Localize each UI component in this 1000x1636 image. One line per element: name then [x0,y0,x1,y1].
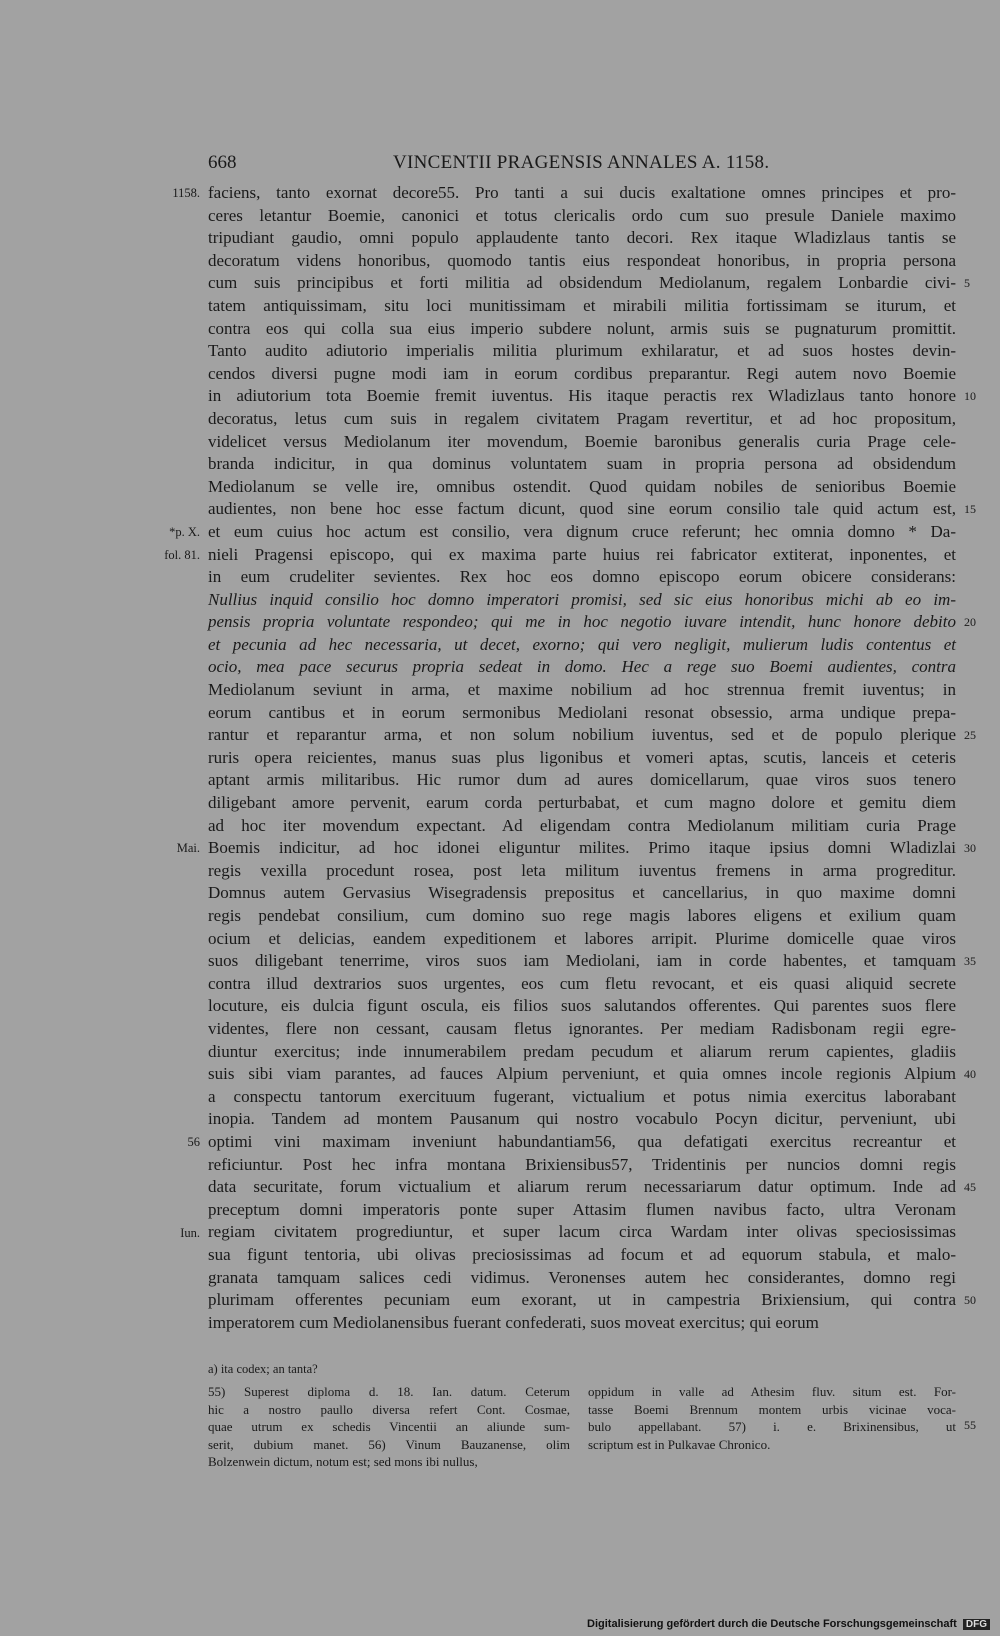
text-line: Domnus autem Gervasius Wisegradensis prepositus et cancellarius, in quo maxime domni [208,883,956,903]
line-number: 10 [964,389,976,404]
text-line: optimi vini maximam inveniunt habundantiam56, qua defatigati exercitus recreantur et [208,1131,956,1151]
text-line: et pecunia ad hec necessaria, ut decet, exorno; qui vero negligit, mulierum ludis contentus et [208,634,956,654]
footnote-line: hic a nostro paullo diversa refert Cont. Cosmae, [208,1401,570,1417]
text-line: a conspectu tantorum exercituum fugerant, victualium et potus nimia exercitus laborabant [208,1086,956,1106]
footnotes-column-1 [208,1383,570,1471]
text-line: suos diligebant tenerrime, viros suos iam Mediolani, iam in corde habentes, et tamquam [208,951,956,971]
page-header [208,152,968,178]
margin-note-left: Mai. [176,841,200,856]
text-line: ruris opera reicientes, manus suas plus ligonibus et vomeri aptas, scutis, lanceis et ceteris [208,747,956,767]
text-line: Tanto audito adiutorio imperialis militia plurimum exhilaratur, et ad suos hostes devin- [208,341,956,361]
line-number: 5 [964,276,970,291]
line-number: 20 [964,615,976,630]
text-line: preceptum domni imperatoris ponte super Attasim flumen navibus facto, ultra Veronam [208,1199,956,1219]
text-line: sua figunt tentoria, ubi olivas preciosissimas ad focum et ad equorum stabula, et malo- [208,1244,956,1264]
margin-note-left: Iun. [180,1225,200,1240]
footnote-a: a) ita codex; an tanta? [208,1362,318,1376]
margin-note-left: *p. X. [169,525,200,539]
margin-note-left: fol. 81. [164,547,200,562]
text-line: Mediolanum se velle ire, omnibus ostendit. Quod quidam nobiles de senioribus Boemie [208,476,956,496]
text-line: contra illud dextrarios suos urgentes, eos cum fletu revocant, et eis quasi aliquid secrete [208,973,956,993]
footnote-line: bulo appellabant. 57) i. e. Brixinensibus, ut [588,1419,956,1434]
text-line: pensis propria voluntate respondeo; qui me in hoc negotio iuvare intendit, hunc honore debito [208,612,956,632]
text-line: inopia. Tandem ad montem Pausanum qui nostro vocabulo Pocyn dicitur, perveniunt, ubi [208,1109,956,1129]
dfg-credit [587,1618,990,1630]
text-line: aptant armis militaribus. Hic rumor dum ad aures domicellarum, quae viros suos tenero [208,770,956,790]
line-number: 50 [964,1293,976,1308]
footnote-line: oppidum in valle ad Athesim fluv. situm est. For- [588,1384,956,1399]
text-line: decoratus, letus cum suis in regalem civitatem Pragam revertitur, et ad hoc propositum, [208,408,956,428]
text-line: decoratum videns honoribus, quomodo tantis eius respondeat honoribus, in propria persona [208,250,956,270]
text-line: plurimam offerentes pecuniam eum exorant, ut in campestria Brixiensium, qui contra [208,1290,956,1310]
text-line: ceres letantur Boemie, canonici et totus clericalis ordo cum suo presule Daniele maximo [208,205,956,225]
footnotes-column-2 [588,1383,956,1453]
text-line: faciens, tanto exornat decore55. Pro tanti a sui ducis exaltatione omnes principes et pro- [208,183,956,202]
dfg-credit-text: Digitalisierung gefördert durch die Deutsche Forschungsgemeinschaft [587,1618,957,1630]
margin-note-left: 56 [187,1135,200,1150]
text-line: regis vexilla procedunt rosea, post leta militum iuventus fremens in arma progreditur. [208,860,956,880]
text-line: suis sibi viam parantes, ad fauces Alpium perveniunt, et quia omnes incole regionis Alpium [208,1064,956,1084]
footnote-line: Bolzenwein dictum, notum est; sed mons ibi nullus, [208,1454,478,1469]
text-line: ocium et delicias, eandem expeditionem et labores arripit. Plurime domicelle quae viros [208,928,956,948]
text-line: ocio, mea pace securus propria sedeat in domo. Hec a rege suo Boemi audientes, contra [208,657,956,677]
text-line: rantur et reparantur arma, et non solum nobilium iuventus, sed et de populo plerique [208,725,956,745]
text-line: Mediolanum seviunt in arma, et maxime nobilium ad hoc strennua fremit iuventus; in [208,680,956,700]
main-text [208,182,956,1334]
text-line: videlicet versus Mediolanum iter movendum, Boemie baronibus generalis curia Prage cele- [208,431,956,451]
text-line: branda indicitur, in qua dominus voluntatem suam in propria persona ad obsidendum [208,454,956,474]
text-line: data securitate, forum victualium et aliarum rerum necessariarum datur optimum. Inde ad [208,1177,956,1197]
line-number: 40 [964,1067,976,1082]
line-number: 25 [964,728,976,743]
text-line: nieli Pragensi episcopo, qui ex maxima parte huius rei fabricator extiterat, inponentes, et [208,544,956,564]
text-line: imperatorem cum Mediolanensibus fuerant confederati, suos moveat exercitus; qui eorum [208,1312,819,1332]
footnote-line: scriptum est in Pulkavae Chronico. [588,1436,771,1452]
line-number: 30 [964,841,976,856]
text-line: diligebant amore pervenit, earum corda perturbabat, et cum magno dolore et gemitu diem [208,793,956,813]
footnote-line: 55) Superest diploma d. 18. Ian. datum. Ceterum [208,1384,570,1399]
text-line: in adiutorium tota Boemie fremit iuventus. His itaque peractis rex Wladizlaus tanto honore [208,386,956,406]
text-line: reficiuntur. Post hec infra montana Brixiensibus57, Tridentinis per nuncios domni regis [208,1154,956,1174]
line-number: 55 [964,1418,976,1432]
text-line: videntes, flere non cessant, causam fletus ignorantes. Per mediam Radisbonam regii egre- [208,1018,956,1038]
page-number: 668 [208,152,237,173]
text-line: Boemis indicitur, ad hoc idonei eliguntur milites. Primo itaque ipsius domni Wladizlai [208,838,956,858]
margin-note-left: 1158. [172,186,200,200]
text-line: eorum cantibus et in eorum sermonibus Mediolani resonat obsessio, arma undique prepa- [208,702,956,722]
text-line: tatem antiquissimam, situ loci munitissimam et mirabili militia fortissimam se iturum, et [208,295,956,315]
text-line: locuture, eis dulcia figunt oscula, eis filios suos salutandos offerentes. Qui parentes suos flere [208,996,956,1016]
running-title: VINCENTII PRAGENSIS ANNALES A. 1158. [393,152,770,173]
line-number: 45 [964,1180,976,1195]
text-line: audientes, non bene hoc esse factum dicunt, quod sine eorum consilio tale quid actum est, [208,499,956,519]
text-line: cendos diversi pugne modi iam in eorum cordibus preparantur. Regi autem novo Boemie [208,363,956,383]
text-line: granata tamquam salices cedi vidimus. Veronenses autem hec considerantes, domno regi [208,1267,956,1287]
footnote-line: tasse Boemi Brennum montem urbis vicinae voca- [588,1401,956,1417]
text-line: et eum cuius hoc actum est consilio, vera dignum cruce referunt; hec omnia domno * Da- [208,521,956,541]
text-line: contra eos qui colla sua eius imperio subdere nolunt, armis suis se pugnaturum promittit. [208,318,956,338]
text-line: tripudiant gaudio, omni populo applaudente tanto decori. Rex itaque Wladizlaus tantis se [208,228,956,248]
text-line: Nullius inquid consilio hoc domno imperatori promisi, sed sic eius honoribus michi ab eo im- [208,589,956,609]
text-line: ad hoc iter movendum expectant. Ad eligendam contra Mediolanum militiam curia Prage [208,815,956,835]
line-number: 35 [964,954,976,969]
footnote-line: quae utrum ex schedis Vincentii an aliunde sum- [208,1419,570,1434]
text-line: in eum crudeliter sevientes. Rex hoc eos domno episcopo eorum obicere considerans: [208,567,956,587]
text-line: diuntur exercitus; inde innumerabilem predam pecudum et aliarum rerum capientes, gladiis [208,1041,956,1061]
text-line: cum suis principibus et forti militia ad obsidendum Mediolanum, regalem Lonbardie civi- [208,273,956,293]
dfg-logo: DFG [963,1619,990,1630]
footnote-line: serit, dubium manet. 56) Vinum Bauzanense, olim [208,1436,570,1452]
text-line: regis pendebat consilium, cum domino suo rege magis labores eligens et exilium quam [208,906,956,925]
text-line: regiam civitatem progrediuntur, et super lacum circa Wardam inter olivas speciosissimas [208,1222,956,1242]
line-number: 15 [964,502,976,517]
